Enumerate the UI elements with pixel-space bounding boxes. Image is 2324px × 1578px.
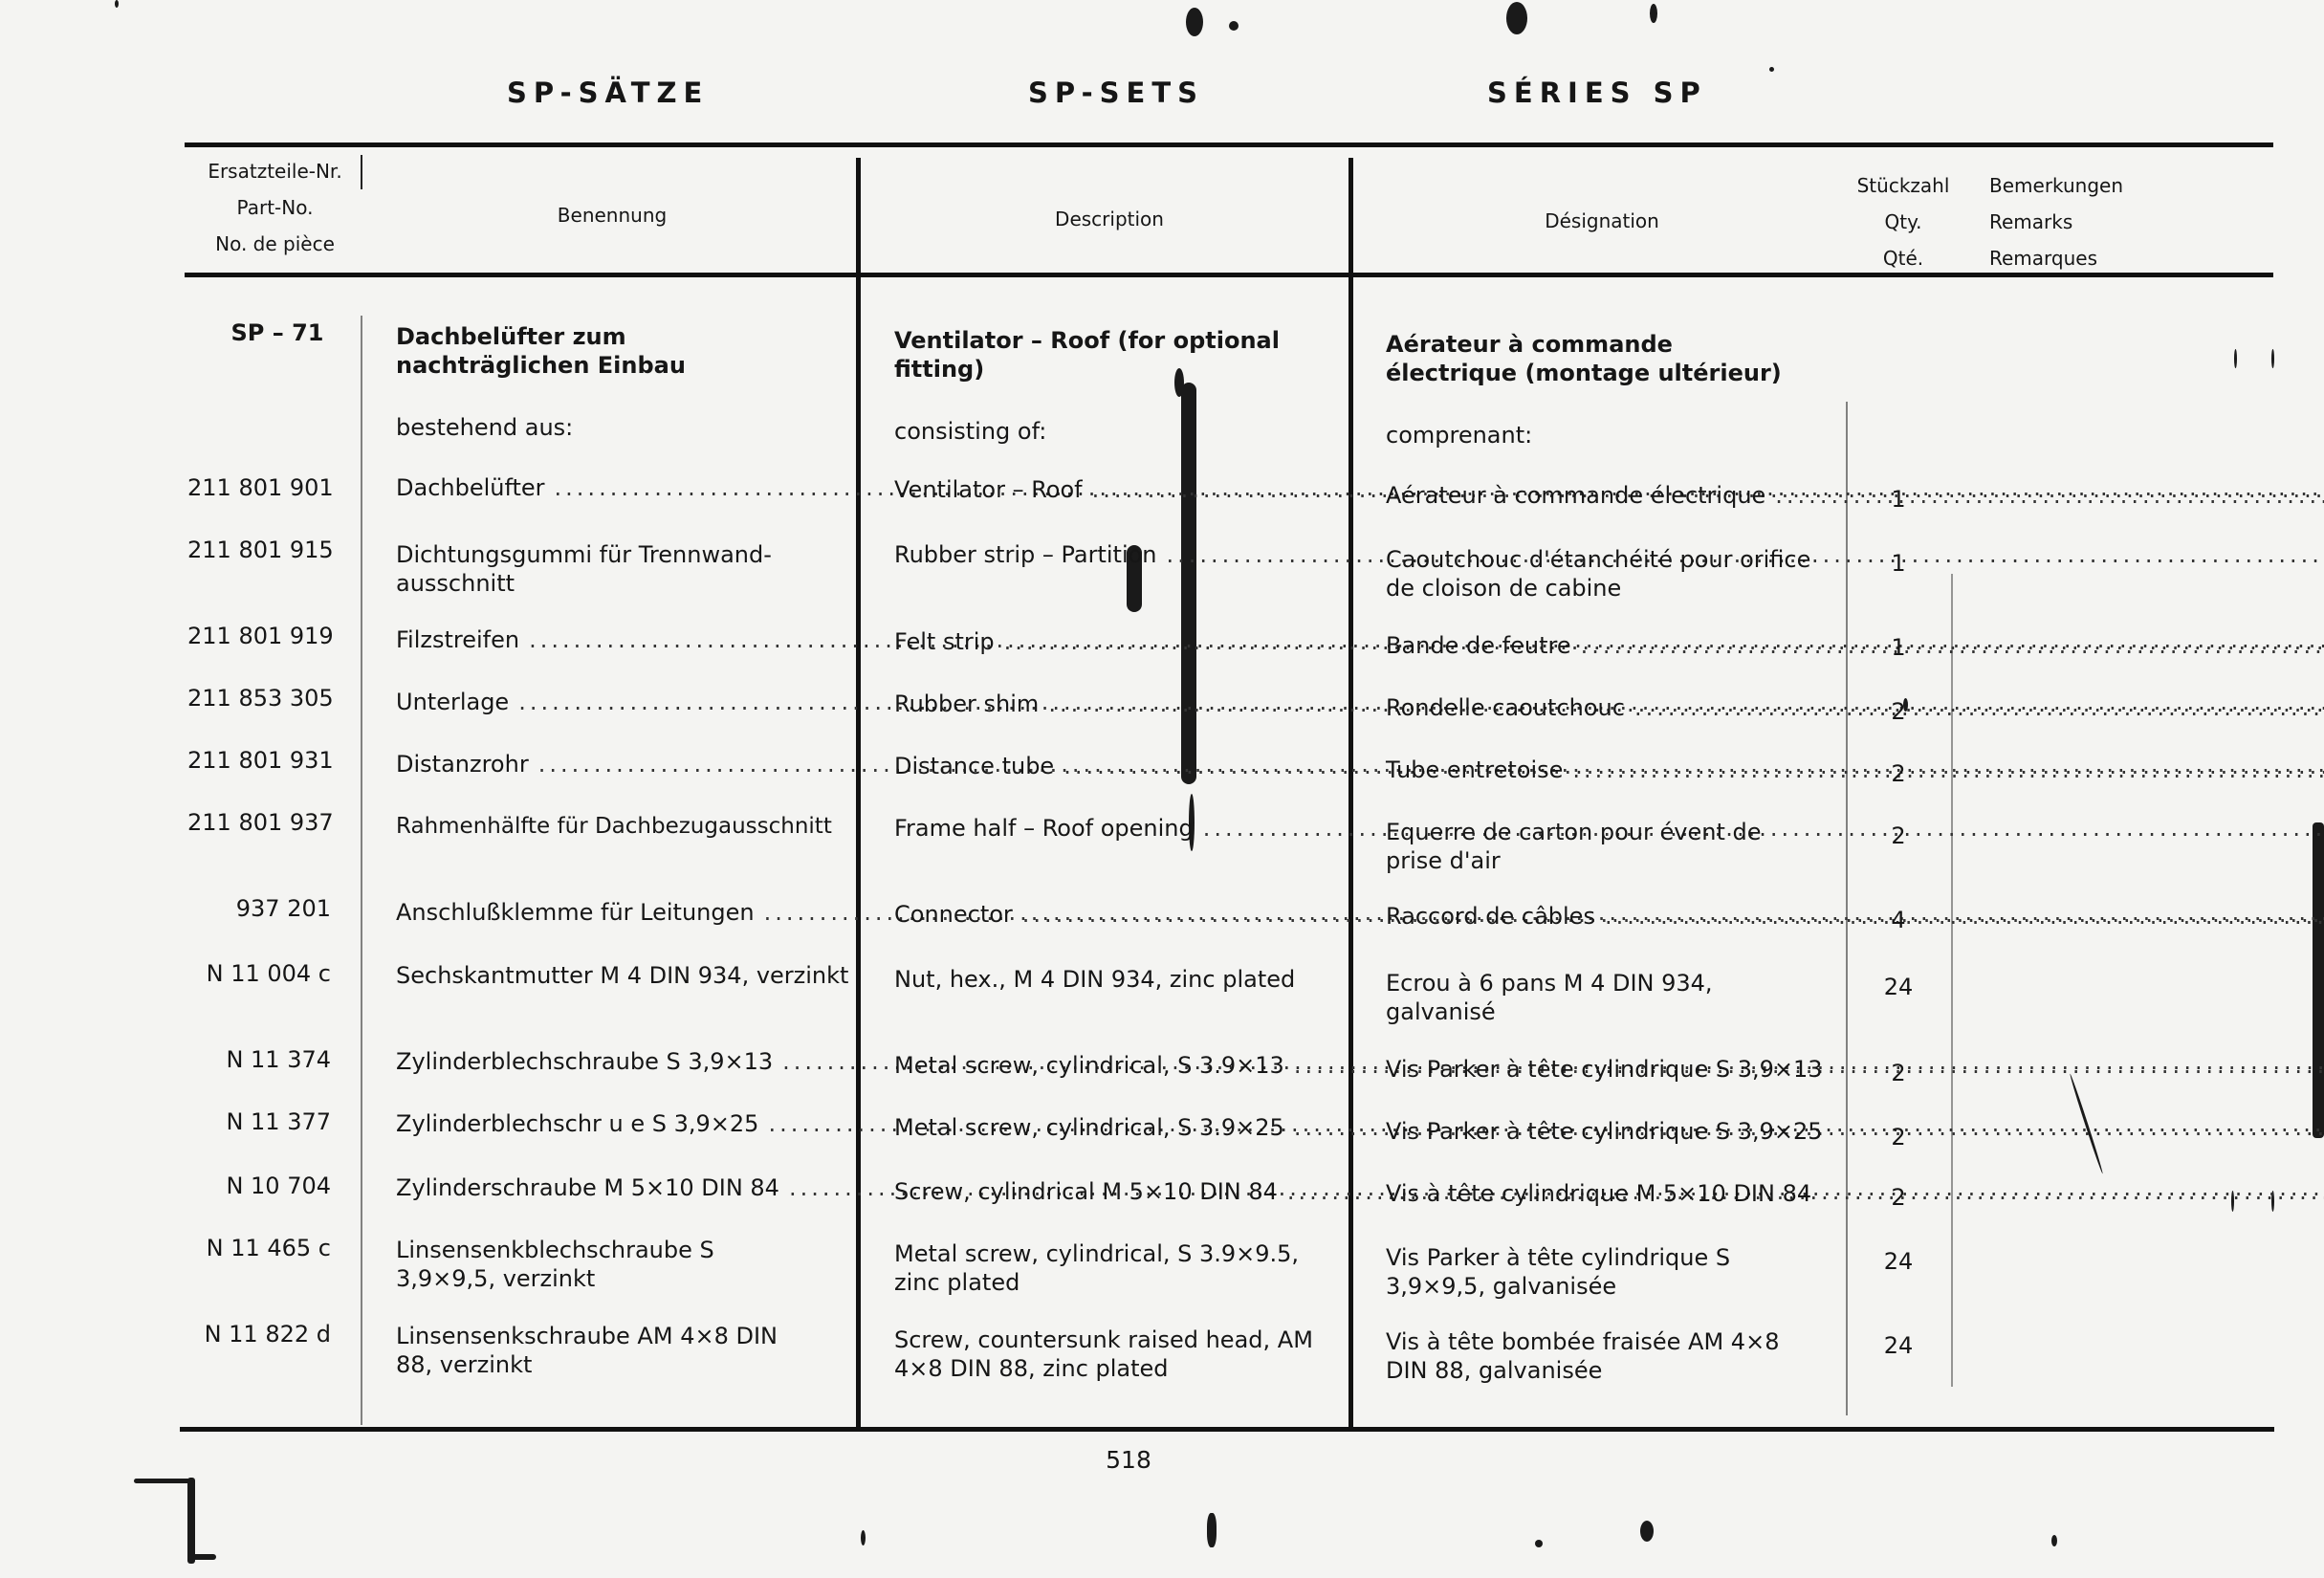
name-en-text: Metal screw, cylindrical, S 3.9×25 [894, 1114, 1284, 1141]
quantity-header-fr: Qté. [1882, 247, 1924, 270]
name-de: Dichtungsgummi für Trennwand-ausschnitt [396, 541, 772, 597]
name-fr [1386, 902, 2324, 931]
name-fr: Caoutchouc d'étanchéité pour orifice de cloison de cabine [1386, 546, 1811, 602]
name-fr: Vis à tête cylindrique M 5×10 DIN 84 [1386, 1180, 1812, 1207]
name-en: Screw, countersunk raised head, AM 4×8 DIN 88, zinc plated [894, 1326, 1313, 1382]
quantity: 1 [1891, 550, 1906, 577]
quantity: 4 [1891, 907, 1906, 933]
part-no: N 11 374 [226, 1046, 331, 1073]
remarks-header-de: Bemerkungen [1989, 174, 2124, 197]
name-en-text: Connector [894, 901, 1013, 928]
name-de: Linsensenkblechschraube S 3,9×9,5, verzinkt [396, 1237, 714, 1292]
quantity-header-en: Qty. [1884, 210, 1922, 233]
name-fr-text: Raccord de câbles [1386, 903, 1595, 930]
name-en-text: Ventilator – Roof [894, 476, 1083, 503]
name-de: Sechskantmutter M 4 DIN 934, verzinkt [396, 962, 849, 989]
quantity: 2 [1891, 1184, 1906, 1211]
part-no: N 11 377 [226, 1108, 331, 1135]
part-no: N 11 822 d [204, 1321, 331, 1348]
name-fr: Vis Parker à tête cylindrique S 3,9×25 [1386, 1118, 1823, 1145]
name-de-text: Zylinderblechschr u e S 3,9×25 [396, 1110, 759, 1137]
name-en: Metal screw, cylindrical, S 3.9×9.5, zinc plated [894, 1240, 1300, 1296]
name-de-text: Unterlage [396, 689, 510, 715]
name-fr: Equerre de carton pour évent de prise d'air [1386, 819, 1762, 874]
name-en-text: Frame half – Roof opening [894, 815, 1194, 842]
name-de: Linsensenkschraube AM 4×8 DIN 88, verzinkt [396, 1323, 778, 1378]
name-en-text: Rubber shim [894, 690, 1040, 717]
part-no: 211 801 919 [187, 623, 334, 649]
name-de-text: Zylinderblechschraube S 3,9×13 [396, 1048, 774, 1075]
title-french: SÉRIES SP [1487, 77, 1707, 109]
table-top-rule [185, 142, 2273, 147]
quantity: 2 [1891, 822, 1906, 849]
part-no-header-de: Ersatzteile-Nr. [208, 160, 342, 183]
name-en-text: Felt strip [894, 628, 995, 655]
kit-name-fr: Aérateur à commande électrique (montage ultérieur) [1386, 331, 1782, 386]
name-fr [1386, 481, 2324, 510]
quantity: 2 [1891, 1060, 1906, 1086]
page-number: 518 [1106, 1446, 1151, 1474]
name-fr: Vis Parker à tête cylindrique S 3,9×9,5, galvanisée [1386, 1244, 1731, 1300]
part-no: 211 853 305 [187, 685, 334, 712]
remarks-header-fr: Remarques [1989, 247, 2098, 270]
kit-part-no: SP – 71 [230, 319, 324, 346]
name-fr-text: Bande de feutre [1386, 632, 1571, 659]
name-fr-text: Tube entretoise [1386, 756, 1564, 783]
name-fr-text: Aérateur à commande électrique [1386, 482, 1766, 509]
name-en-text: Distance tube [894, 753, 1055, 779]
part-no: 211 801 937 [187, 809, 334, 836]
part-no-header [191, 153, 359, 262]
title-english: SP-SETS [1028, 77, 1205, 109]
part-no-divider [361, 155, 362, 189]
name-fr [1386, 693, 2324, 722]
name-fr-text: Rondelle caoutchouc [1386, 694, 1625, 721]
quantity: 1 [1891, 486, 1906, 513]
quantity: 1 [1891, 634, 1906, 661]
kit-name-de: Dachbelüfter zum nachträglichen Einbau [396, 323, 686, 379]
column-divider-2 [1348, 158, 1353, 1430]
name-en-text: Screw, cylindrical M 5×10 DIN 84 [894, 1178, 1278, 1205]
name-de-text: Filzstreifen [396, 626, 520, 653]
name-de-text: Zylinderschraube M 5×10 DIN 84 [396, 1174, 779, 1201]
name-en-text: Rubber strip – Partition [894, 541, 1157, 568]
name-de-text: Anschlußklemme für Leitungen [396, 899, 755, 926]
kit-name-en: Ventilator – Roof (for optional fitting) [894, 327, 1280, 383]
part-no-header-fr: No. de pièce [215, 232, 335, 255]
quantity-header-de: Stückzahl [1856, 174, 1950, 197]
quantity: 2 [1891, 760, 1906, 787]
name-fr: Vis Parker à tête cylindrique S 3,9×13 [1386, 1056, 1823, 1083]
name-fr: Ecrou à 6 pans M 4 DIN 934, galvanisé [1386, 970, 1713, 1025]
name-de-text: Dachbelüfter [396, 474, 545, 501]
quantity: 24 [1883, 974, 1914, 1000]
header-bottom-rule [185, 273, 2273, 277]
part-no: N 11 465 c [206, 1235, 331, 1261]
quantity: 24 [1883, 1332, 1914, 1359]
column-divider-1 [856, 158, 861, 1430]
quantity: 24 [1883, 1248, 1914, 1275]
name-en-text: Metal screw, cylindrical, S 3.9×13 [894, 1052, 1284, 1079]
part-no-header-en: Part-No. [236, 196, 314, 219]
name-de: Rahmenhälfte für Dachbezugausschnitt [396, 814, 832, 839]
part-no: 937 201 [235, 895, 331, 922]
remarks-header-en: Remarks [1989, 210, 2073, 233]
quantity: 2 [1891, 698, 1906, 725]
consisting-fr: comprenant: [1386, 422, 1533, 449]
part-no: 211 801 901 [187, 474, 334, 501]
part-no: N 11 004 c [206, 960, 331, 987]
name-en: Nut, hex., M 4 DIN 934, zinc plated [894, 966, 1296, 993]
name-de-text: Distanzrohr [396, 751, 529, 778]
benennung-header: Benennung [557, 204, 668, 227]
quantity: 2 [1891, 1124, 1906, 1151]
consisting-en: consisting of: [894, 418, 1047, 445]
designation-header: Désignation [1545, 209, 1659, 232]
name-fr [1386, 756, 2324, 784]
description-header: Description [1055, 208, 1164, 230]
table-bottom-rule [180, 1427, 2274, 1432]
quantity-header [1851, 167, 1956, 276]
consisting-de: bestehend aus: [396, 414, 574, 441]
remarks-header [1989, 167, 2133, 276]
title-german: SP-SÄTZE [507, 77, 710, 109]
name-fr: Vis à tête bombée fraisée AM 4×8 DIN 88, galvanisée [1386, 1328, 1780, 1384]
part-no-divider-body [361, 316, 362, 1425]
part-no: N 10 704 [226, 1173, 331, 1199]
name-fr [1386, 631, 2324, 660]
part-no: 211 801 915 [187, 537, 334, 563]
part-no: 211 801 931 [187, 747, 334, 774]
